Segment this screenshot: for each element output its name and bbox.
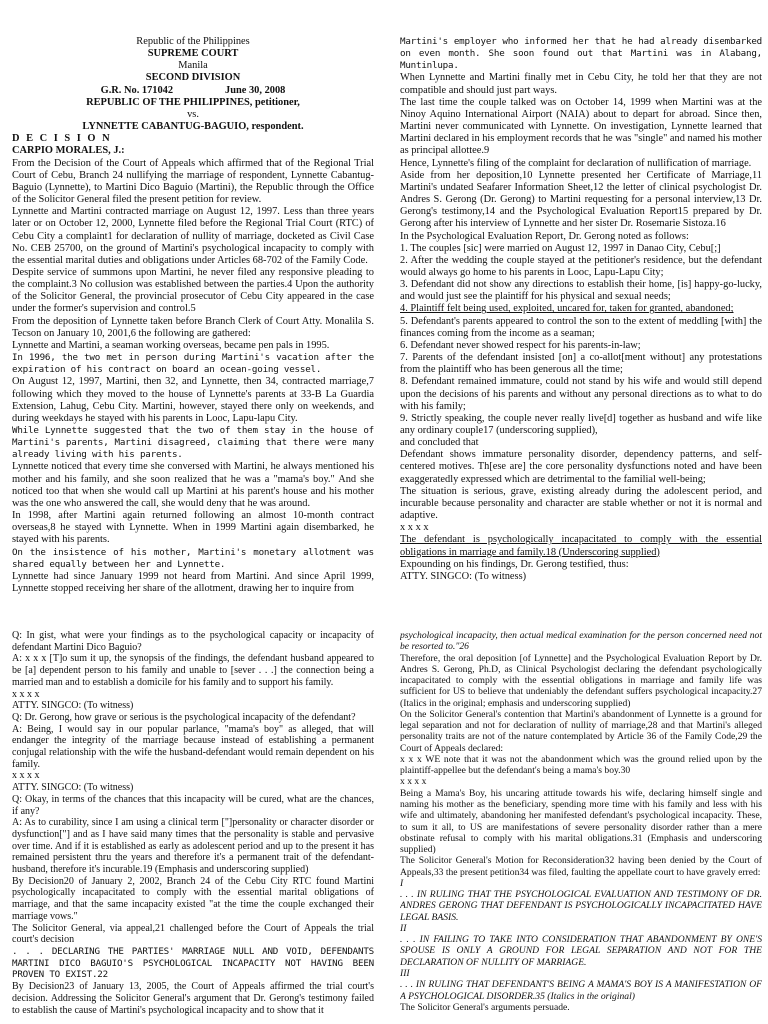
roman-numeral: II bbox=[400, 922, 407, 934]
division-heading: SECOND DIVISION bbox=[145, 72, 241, 84]
paragraph: By Decision23 of January 13, 2005, the Court of Appeals affirmed the trial court's decision. Addressing the Solicitor General's argument that Dr. Gerong's testimony failed to establish the cause of Martini's psychological incapacity and to show that it bbox=[12, 981, 374, 1016]
paragraph: Aside from her deposition,10 Lynnette presented her Certificate of Marriage,11 Martini's undated Seafarer Information Sheet,12 the letter of clinical psychologist Dr. Andres S. Gerong (Dr. Gerong) to Martini requesting for a personal interview,13 Dr. Gerong's testimony,14 and the Psychological Evaluation Report15 prepared by Dr. Gerong after his interview of Lynnette and her sister Dr. Rosemarie Sistoza.16 bbox=[400, 169, 762, 230]
paragraph: Defendant shows immature personality disorder, dependency patterns, and self-centered motives. Th[ese are] the core personality dysfunctions noted and have been exaggeratedly expressed which are detrimental to the familial well-being; bbox=[400, 449, 762, 485]
court-heading: SUPREME COURT bbox=[147, 48, 239, 60]
paragraph: Hence, Lynnette's filing of the complaint for declaration of nullification of marriage. bbox=[400, 157, 752, 169]
finding-item: 7. Parents of the defendant insisted [on] a co-allot[ment without] any protestations from the plaintiff who has been generous all the time; bbox=[400, 352, 762, 376]
paragraph: Expounding on his findings, Dr. Gerong testified, thus: bbox=[400, 558, 629, 570]
paragraph: On August 12, 1997, Martini, then 32, and Lynnette, then 34, contracted marriage,7 following which they moved to the house of Lynnette's parents at 33-B La Guardia Extension, Lahug, Cebu City. Martini, however, stayed there only on weekends, and during weekdays he stayed with his parents in Looc, Lapu-lapu City. bbox=[12, 376, 374, 424]
paragraph: When Lynnette and Martini finally met in Cebu City, he told her that they are not compatible and should just part ways. bbox=[400, 72, 762, 96]
paragraph: A: x x x [T]o sum it up, the synopsis of the findings, the defendant husband appeared to be [a] dependent person to his family and unable to [sever . . .] the connection being a married man and to establish a domicile for his family and to support his family. bbox=[12, 653, 374, 688]
page-gap bbox=[0, 600, 768, 628]
paragraph: and concluded that bbox=[400, 437, 479, 449]
paragraph: In 1998, after Martini again returned following an almost 10-month contract overseas,8 he stayed with Lynnette. When in 1999 Martini again disembarked, he stayed with his parents. bbox=[12, 510, 374, 546]
paragraph: Q: Okay, in terms of the chances that this incapacity will be cured, what are the chances, if any? bbox=[12, 793, 374, 817]
finding-item: 1. The couples [sic] were married on August 12, 1997 in Danao City, Cebu[;] bbox=[400, 242, 721, 254]
paragraph: By Decision20 of January 2, 2002, Branch 24 of the Cebu City RTC found Martini psychologically incapacitated to comply with the essential marital obligations of marriage, and that the same incapacity existed "at the time the couple exchanged their marriage vows." bbox=[12, 875, 374, 922]
paragraph: In 1996, the two met in person during Martini's vacation after the expiration of his contract on board an ocean-going vessel. bbox=[12, 352, 374, 376]
paragraph: The defendant is psychologically incapacitated to comply with the essential obligations in marriage and family.18 (Underscoring supplied) bbox=[400, 534, 762, 558]
finding-item: 3. Defendant did not show any directions to establish their home, [is] happy-go-lucky, and would just see the plaintiff for his physical and sexual needs; bbox=[400, 279, 762, 303]
paragraph: Lynnette noticed that every time she conversed with Martini, he always mentioned his mother and his family, and she soon realized that he was a "mama's boy." And she noticed too that when she would call up Martini at his parent's house and his mother was the one who answered the call, she would deny that he was around. bbox=[12, 461, 374, 509]
paragraph: Martini's employer who informed her that he had already disembarked on even month. She soon found out that Martini was in Alabang, Muntinlupa. bbox=[400, 36, 762, 72]
paragraph: On the Solicitor General's contention that Martini's abandonment of Lynnette is a ground for legal separation and not for declaration of nullity of marriage,28 and that Martini's alleged personality traits are not of the nature contemplated by Article 36 of the Family Code,29 the Court of Appeals declared: bbox=[400, 708, 762, 754]
finding-item: 5. Defendant's parents appeared to control the son to the extent of meddling [with] the finances coming from the income as a seaman; bbox=[400, 315, 762, 339]
assigned-error: . . . IN RULING THAT THE PSYCHOLOGICAL EVALUATION AND TESTIMONY OF DR. ANDRES GERONG THAT DEFENDANT IS PSYCHOLOGICALLY INCAPACITATED HAVE LEGAL BASIS. bbox=[400, 889, 762, 923]
paragraph: While Lynnette suggested that the two of them stay in the house of Martini's parents, Martini disagreed, claiming that there were many already living with his parents. bbox=[12, 425, 374, 461]
respondent-line: LYNNETTE CABANTUG-BAGUIO, respondent. bbox=[82, 121, 304, 133]
paragraph: psychological incapacity, then actual medical examination for the person concerned need not be resorted to."26 bbox=[400, 630, 762, 653]
city-heading: Manila bbox=[178, 60, 208, 72]
roman-numeral: I bbox=[400, 877, 404, 889]
assigned-error: . . . IN FAILING TO TAKE INTO CONSIDERATION THAT ABANDONMENT BY ONE'S SPOUSE IS ONLY A GROUND FOR LEGAL SEPARATION AND NOT FOR THE DECLARATION OF NULLITY OF MARRIAGE. bbox=[400, 934, 762, 968]
paragraph: ATTY. SINGCO: (To witness) bbox=[12, 700, 134, 712]
decision-heading: D E C I S I O N bbox=[12, 133, 112, 145]
paragraph: The situation is serious, grave, existing already during the adolescent period, and incurable because personality and character are stable whether or not it is normal and adaptive. bbox=[400, 485, 762, 522]
page-1-left-column bbox=[12, 36, 374, 595]
paragraph: . . . DECLARING THE PARTIES' MARRIAGE NULL AND VOID, DEFENDANTS MARTINI DICO BAGUIO'S PSYCHOLOGICAL INCAPACITY NOT HAVING BEEN PROVEN TO EXIST.22 bbox=[12, 945, 374, 981]
assigned-error: . . . IN RULING THAT DEFENDANT'S BEING A MAMA'S BOY IS A MANIFESTATION OF A PSYCHOLOGICAL DISORDER.35 (Italics in the original) bbox=[400, 979, 762, 1002]
roman-numeral: III bbox=[400, 967, 410, 979]
finding-item: 6. Defendant never showed respect for his parents-in-law; bbox=[400, 339, 641, 351]
finding-item: 2. After the wedding the couple stayed at the petitioner's residence, but the defendant would always go home to his parents in Looc, Lapu-Lapu City; bbox=[400, 254, 762, 278]
finding-item: 8. Defendant remained immature, could not stand by his wife and would still depend upon the decisions of his parents and without any personal directions as to what to do with his family; bbox=[400, 376, 762, 412]
case-number: G.R. No. 171042 June 30, 2008 bbox=[100, 84, 286, 96]
paragraph: From the deposition of Lynnette taken before Branch Clerk of Court Atty. Monalila S. Tecson on January 10, 2001,6 the following are gathered: bbox=[12, 315, 374, 339]
paragraph: Lynnette and Martini contracted marriage on August 12, 1997. Less than three years later or on October 12, 2000, Lynnette filed before the Regional Trial Court (RTC) of Cebu City a complaint1 for declaration of nullity of marriage, docketed as Civil Case No. CEB 25700, on the ground of Martini's psychological incapacity to comply with the essential marital duties and obligations under Articles 68-702 of the Family Code. bbox=[12, 206, 374, 266]
paragraph: ATTY. SINGCO: (To witness) bbox=[400, 570, 527, 582]
paragraph: The Solicitor General, via appeal,21 challenged before the Court of Appeals the trial court's decision bbox=[12, 922, 374, 946]
paragraph: Lynnette had since January 1999 not heard from Martini. And since April 1999, Lynnette stopped receiving her share of the allotment, drawing her to inquire from bbox=[12, 570, 374, 595]
paragraph: In the Psychological Evaluation Report, Dr. Gerong noted as follows: bbox=[400, 230, 689, 242]
paragraph: A: As to curability, since I am using a clinical term ["]personality or character disorder or dysfunction["] and as I have said many times that the personality is stable and pervasive over time. And if it is established as early as adolescent period and up to the present it has remained persistent thru the years and therefore it's a permanent trait of the defendant-husband, therefore it's incurable.19 (Emphasis and underscoring supplied) bbox=[12, 817, 374, 876]
separator-line: x x x x bbox=[12, 688, 40, 700]
paragraph: From the Decision of the Court of Appeals which affirmed that of the Regional Trial Court of Cebu, Branch 24 nullifying the marriage of respondent, Lynnette Cabantug-Baguio (Lynnette), to Martini Dico Baguio (Martini), the Republic through the Office of the Solicitor General filed the present petition for review. bbox=[12, 157, 374, 206]
page-2-left-column bbox=[12, 630, 374, 1016]
page-2-right-column bbox=[400, 630, 762, 1013]
paragraph: The Solicitor General's Motion for Reconsideration32 having been denied by the Court of Appeals,33 the present petition34 was filed, faulting the appellate court to have gravely erred: bbox=[400, 855, 762, 878]
separator-line: x x x x bbox=[400, 522, 429, 534]
republic-heading: Republic of the Philippines bbox=[136, 36, 250, 47]
paragraph: Being a Mama's Boy, his uncaring attitude towards his wife, declaring himself single and naming his mother as the beneficiary, spending more time with his family and less with his wife and ultimately, abandoning her manifested defendant's psychological incapacity. These, to sum it all, to US are manifestations of severe personality disorder rather than a mere obstinate refusal to comply with his marital obligations.31 (Emphasis and underscoring supplied) bbox=[400, 787, 762, 856]
finding-item: 9. Strictly speaking, the couple never really live[d] together as husband and wife like any ordinary couple17 (underscoring supplied), bbox=[400, 412, 762, 436]
paragraph: Q: Dr. Gerong, how grave or serious is the psychological incapacity of the defendant? bbox=[12, 711, 356, 723]
finding-item: 4. Plaintiff felt being used, exploited, uncared for, taken for granted, abandoned; bbox=[400, 303, 734, 315]
paragraph: ATTY. SINGCO: (To witness) bbox=[12, 782, 134, 794]
separator-line: x x x x bbox=[400, 776, 427, 788]
ponente-line: CARPIO MORALES, J.: bbox=[12, 145, 125, 157]
separator-line: x x x x bbox=[12, 770, 40, 782]
paragraph: On the insistence of his mother, Martini's monetary allotment was shared equally between her and Lynnette. bbox=[12, 546, 374, 570]
paragraph: Despite service of summons upon Martini, he never filed any responsive pleading to the complaint.3 No collusion was established between the parties.4 Upon the authority of the Solicitor General, the provincial prosecutor of Cebu City appeared in the case under the former's supervision and control.5 bbox=[12, 266, 374, 315]
paragraph: The last time the couple talked was on October 14, 1999 when Martini was at the Ninoy Aquino International Airport (NAIA) about to depart for abroad. Since then, Martini never communicated with Lynnette. On investigation, Lynnette learned that Martini declared in his employment records that he was "single" and named his mother as principal allottee.9 bbox=[400, 96, 762, 157]
paragraph: Lynnette and Martini, a seaman working overseas, became pen pals in 1995. bbox=[12, 339, 330, 351]
paragraph: Q: In gist, what were your findings as to the psychological capacity or incapacity of defendant Martini Dico Baguio? bbox=[12, 630, 374, 653]
page-1-right-column bbox=[400, 36, 762, 583]
paragraph: Therefore, the oral deposition [of Lynnette] and the Psychological Evaluation Report by Dr. Andres S. Gerong, Ph.D, as Clinical Psychologist declaring the defendant psychologically incapacitated to comply with the essential obligations in marriage and family life was sufficient for US to believe that undeniably the defendant suffers psychological incapacity.27 (Italics in the original; emphasis and underscoring supplied) bbox=[400, 652, 762, 709]
versus-line: vs. bbox=[187, 108, 199, 120]
paragraph: x x x WE note that it was not the abandonment which was the ground relied upon by the plaintiff-appellee but the defendant's being a mama's boy.30 bbox=[400, 753, 762, 777]
petitioner-line: REPUBLIC OF THE PHILIPPINES, petitioner, bbox=[86, 96, 300, 108]
paragraph: A: Being, I would say in our popular parlance, "mama's boy" as alleged, that will endanger the integrity of the marriage because instead of establishing a permanent conjugal relationship with the wife the husband-defendant would remain dependent on his family. bbox=[12, 723, 374, 770]
paragraph: The Solicitor General's arguments persuade. bbox=[400, 1001, 570, 1013]
